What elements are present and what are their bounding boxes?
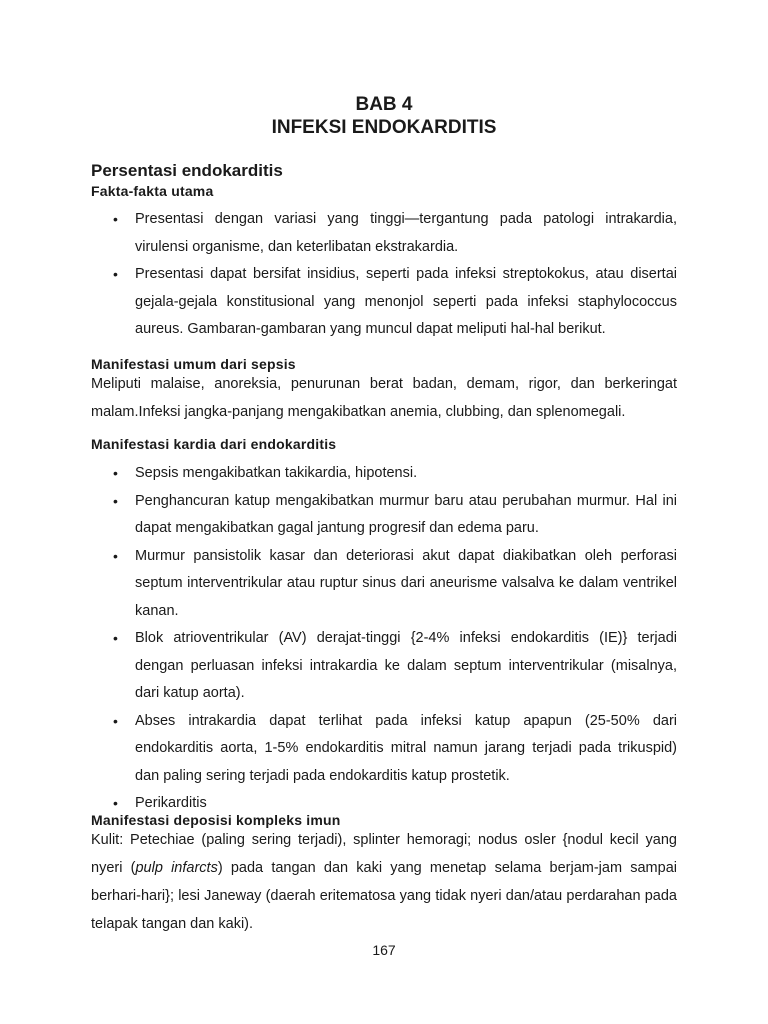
paragraph-sepsis: Meliputi malaise, anoreksia, penurunan berat badan, demam, rigor, dan berkeringat malam.Infeksi jangka-panjang mengakibatkan anemia, clubbing, dan splenomegali. [91, 376, 677, 420]
subheading-key-facts: Fakta-fakta utama [91, 183, 214, 199]
bullet-icon: • [113, 630, 118, 646]
list-item: • Perikarditis [91, 790, 677, 818]
subheading-sepsis: Manifestasi umum dari sepsis [91, 356, 296, 372]
paragraph-immune-complex: Kulit: Petechiae (paling sering terjadi), splinter hemoragi; nodus osler {nodul kecil yang nyeri (pulp infarcts) pada tangan dan kaki yang menetap selama berjam-jam sampai berhari-hari}; lesi Janeway (daerah eritematosa yang tidak nyeri dan/atau perdarahan pada telapak tangan dan kaki). [91, 832, 677, 932]
chapter-title [0, 93, 768, 139]
list-item: • Penghancuran katup mengakibatkan murmur baru atau perubahan murmur. Hal ini dapat mengakibatkan gagal jantung progresif dan edema paru. [91, 488, 677, 543]
list-item: • Presentasi dapat bersifat insidius, seperti pada infeksi streptokokus, atau disertai gejala-gejala konstitusional yang menonjol seperti pada infeksi staphylococcus aureus. Gambaran-gambaran yang muncul dapat meliputi hal-hal berikut. [91, 261, 677, 344]
bullet-icon: • [113, 492, 118, 509]
section-heading-presentation: Persentasi endokarditis [91, 161, 283, 180]
subheading-cardiac: Manifestasi kardia dari endokarditis [91, 436, 337, 452]
bullet-icon: • [113, 211, 118, 227]
list-item: • Sepsis mengakibatkan takikardia, hipotensi. [91, 460, 677, 488]
list-item: • Abses intrakardia dapat terlihat pada infeksi katup apapun (25-50% dari endokarditis aorta, 1-5% endokarditis mitral namun jarang terjadi pada trikuspid) dan paling sering terjadi pada endokarditis katup prostetik. [91, 708, 677, 791]
chapter-name: INFEKSI ENDOKARDITIS [271, 117, 497, 138]
key-facts-list [91, 206, 677, 344]
chapter-number: BAB 4 [355, 94, 413, 115]
subheading-immune-complex: Manifestasi deposisi kompleks imun [91, 812, 341, 828]
list-item: • Murmur pansistolik kasar dan deteriorasi akut dapat diakibatkan oleh perforasi septum interventrikular atau ruptur sinus dari aneurisme valsalva ke dalam ventrikel kanan. [91, 543, 677, 626]
bullet-icon: • [113, 547, 118, 564]
bullet-icon: • [113, 712, 118, 729]
page-number: 167 [372, 942, 396, 958]
list-item: • Presentasi dengan variasi yang tinggi—tergantung pada patologi intrakardia, virulensi organisme, dan keterlibatan ekstrakardia. [91, 206, 677, 261]
bullet-icon: • [113, 465, 118, 481]
bullet-icon: • [113, 795, 118, 811]
cardiac-manifestations-list [91, 460, 677, 818]
bullet-icon: • [113, 266, 118, 282]
list-item: • Blok atrioventrikular (AV) derajat-tinggi {2-4% infeksi endokarditis (IE)} terjadi dengan perluasan infeksi intrakardia ke dalam septum interventrikular (misalnya, dari katup aorta). [91, 625, 677, 708]
italic-term: pulp infarcts [135, 860, 218, 876]
